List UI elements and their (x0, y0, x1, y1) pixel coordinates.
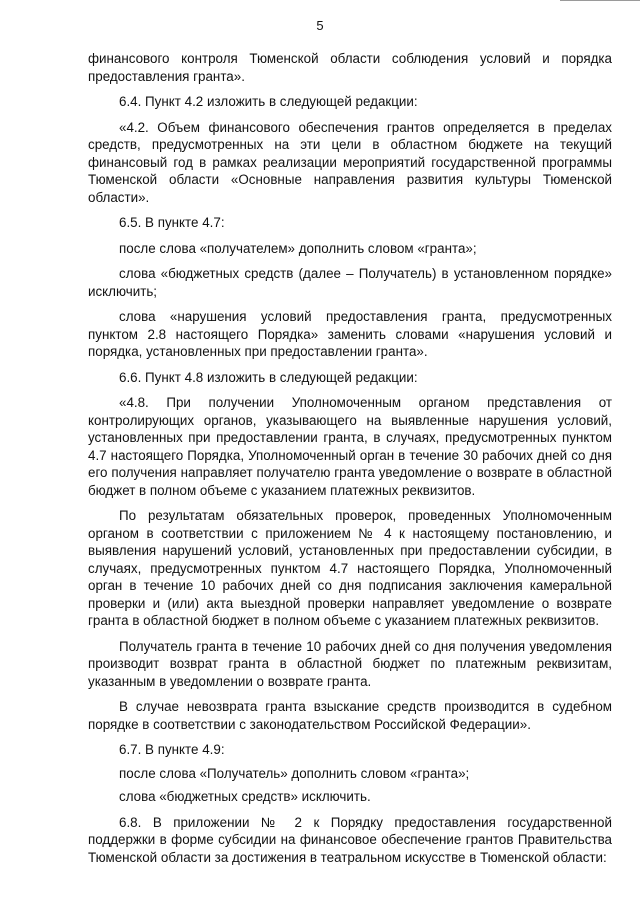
paragraph-6-5: 6.5. В пункте 4.7: (119, 215, 225, 230)
document-body (88, 50, 612, 874)
paragraph-inspection-results: По результатам обязательных проверок, проведенных Уполномоченным органом в соответствии с приложением № 4 к настоящему постановлению, и выявления нарушений условий, установленных при предоставлении субсидии, в случаях, предусмотренных пунктом 4.7 настоящего Порядка, Уполномоченный орган в течение 10 рабочих дней со дня подписания заключения камеральной проверки и (или) акта выездной проверки направляет уведомление о возврате гранта в областной бюджет в полном объеме с указанием платежных реквизитов. (88, 508, 612, 628)
paragraph-6-5-item-2: слова «бюджетных средств (далее – Получатель) в установленном порядке» исключить; (88, 266, 612, 299)
scan-edge-line (560, 0, 640, 4)
paragraph-continuation: финансового контроля Тюменской области соблюдения условий и порядка предоставления гранта». (88, 51, 612, 84)
paragraph-6-6: 6.6. Пункт 4.8 изложить в следующей редакции: (119, 369, 418, 385)
page-number: 5 (316, 18, 324, 33)
paragraph-6-4: 6.4. Пункт 4.2 изложить в следующей редакции: (119, 94, 418, 109)
paragraph-6-8: 6.8. В приложении № 2 к Порядку предоставления государственной поддержки в форме субсидии на финансовое обеспечение грантов Правительства Тюменской области за достижения в театральном искусстве в Тюменской области: (88, 814, 612, 865)
paragraph-non-return: В случае невозврата гранта взыскание средств производится в судебном порядке в соответствии с законодательством Российской Федерации». (88, 699, 612, 732)
paragraph-6-5-item-1: после слова «получателем» дополнить словом «гранта»; (119, 240, 477, 256)
paragraph-grant-return: Получатель гранта в течение 10 рабочих дней со дня получения уведомления производит возврат гранта в областной бюджет по платежным реквизитам, указанным в уведомлении о возврате гранта. (88, 638, 612, 689)
paragraph-6-5-item-3: слова «нарушения условий предоставления гранта, предусмотренных пунктом 2.8 настоящего Порядка» заменить словами «нарушения условий и порядка, установленных при предоставлении гранта». (88, 309, 612, 359)
paragraph-4-2-text: «4.2. Объем финансового обеспечения грантов определяется в пределах средств, предусмотренных на эти цели в областном бюджете на текущий финансовый год в рамках реализации мероприятий государственной программы Тюменской области «Основные направления развития культуры Тюменской области». (88, 119, 612, 205)
paragraph-6-7: 6.7. В пункте 4.9: (119, 742, 225, 757)
paragraph-6-7-item-2: слова «бюджетных средств» исключить. (119, 789, 371, 804)
paragraph-4-8-text: «4.8. При получении Уполномоченным органом представления от контролирующих органов, указывающего на выявленные нарушения условий, установленных при предоставлении гранта, в случаях, предусмотренных пунктом 4.7 настоящего Порядка, Уполномоченный орган в течение 30 рабочих дней со дня его получения направляет получателю гранта уведомление о возврате в областной бюджет в полном объеме с указанием платежных реквизитов. (88, 395, 612, 498)
paragraph-6-7-item-1: после слова «Получатель» дополнить словом «гранта»; (119, 765, 470, 781)
